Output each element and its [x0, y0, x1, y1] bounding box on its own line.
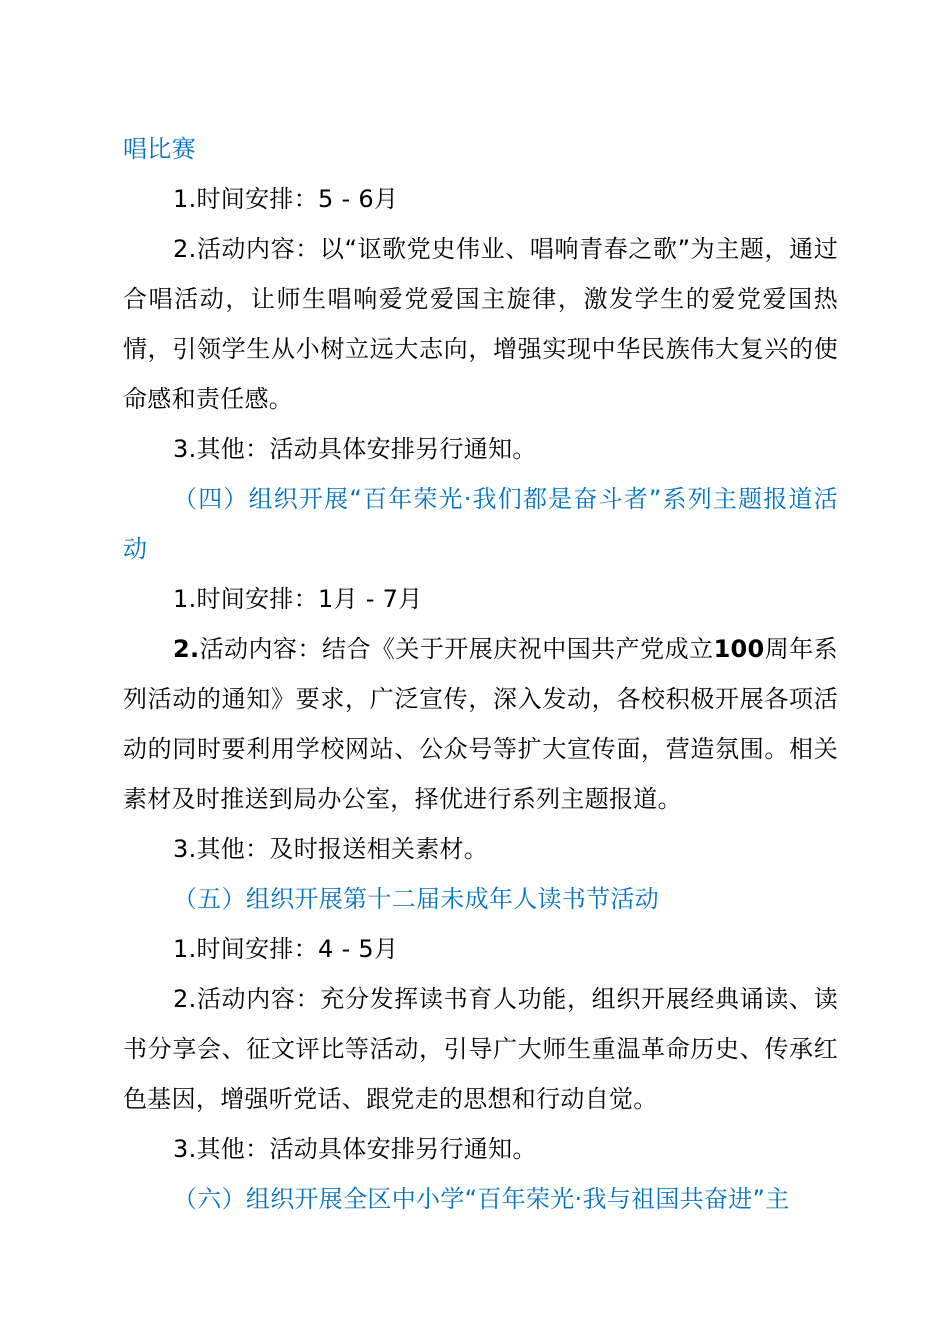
section-4-content-part-a: 活动内容：结合《关于开展庆祝中国共产党成立	[199, 635, 714, 663]
section-3-time: 1.时间安排：5 - 6月	[173, 185, 399, 213]
section-3-other: 3.其他：活动具体安排另行通知。	[173, 435, 537, 463]
section-3-content: 2.活动内容：以“讴歌党史伟业、唱响青春之歌”为主题，通过合唱活动，让师生唱响爱党爱国主旋律，激发学生的爱党爱国热情，引领学生从小树立远大志向，增强实现中华民族伟大复兴的使命感和责任感。	[123, 235, 838, 413]
section-4-content-part-b: 周年系列活动的通知》要求，广泛宣传，深入发动，各校积极开展各项活动的同时要利用学校网站、公众号等扩大宣传面，营造氛围。相关素材及时推送到局办公室，择优进行系列主题报道。	[123, 635, 838, 813]
section-4-content-number: 2.	[173, 635, 200, 663]
document-body	[123, 124, 838, 1224]
section-4-content-100: 100	[713, 635, 765, 663]
section-6-heading: （六）组织开展全区中小学“百年荣光·我与祖国共奋进”主	[173, 1185, 790, 1213]
section-5-content: 2.活动内容：充分发挥读书育人功能，组织开展经典诵读、读书分享会、征文评比等活动，引导广大师生重温革命历史、传承红色基因，增强听党话、跟党走的思想和行动自觉。	[123, 985, 838, 1113]
section-4-time: 1.时间安排：1月 - 7月	[173, 585, 423, 613]
section-4-content	[123, 624, 838, 824]
section-5-heading: （五）组织开展第十二届未成年人读书节活动	[173, 885, 659, 913]
section-3-heading-tail: 唱比赛	[123, 135, 196, 163]
section-5-other: 3.其他：活动具体安排另行通知。	[173, 1135, 537, 1163]
section-5-time: 1.时间安排：4 - 5月	[173, 935, 399, 963]
section-4-other: 3.其他：及时报送相关素材。	[173, 835, 489, 863]
section-4-heading: （四）组织开展“百年荣光·我们都是奋斗者”系列主题报道活动	[123, 485, 838, 563]
